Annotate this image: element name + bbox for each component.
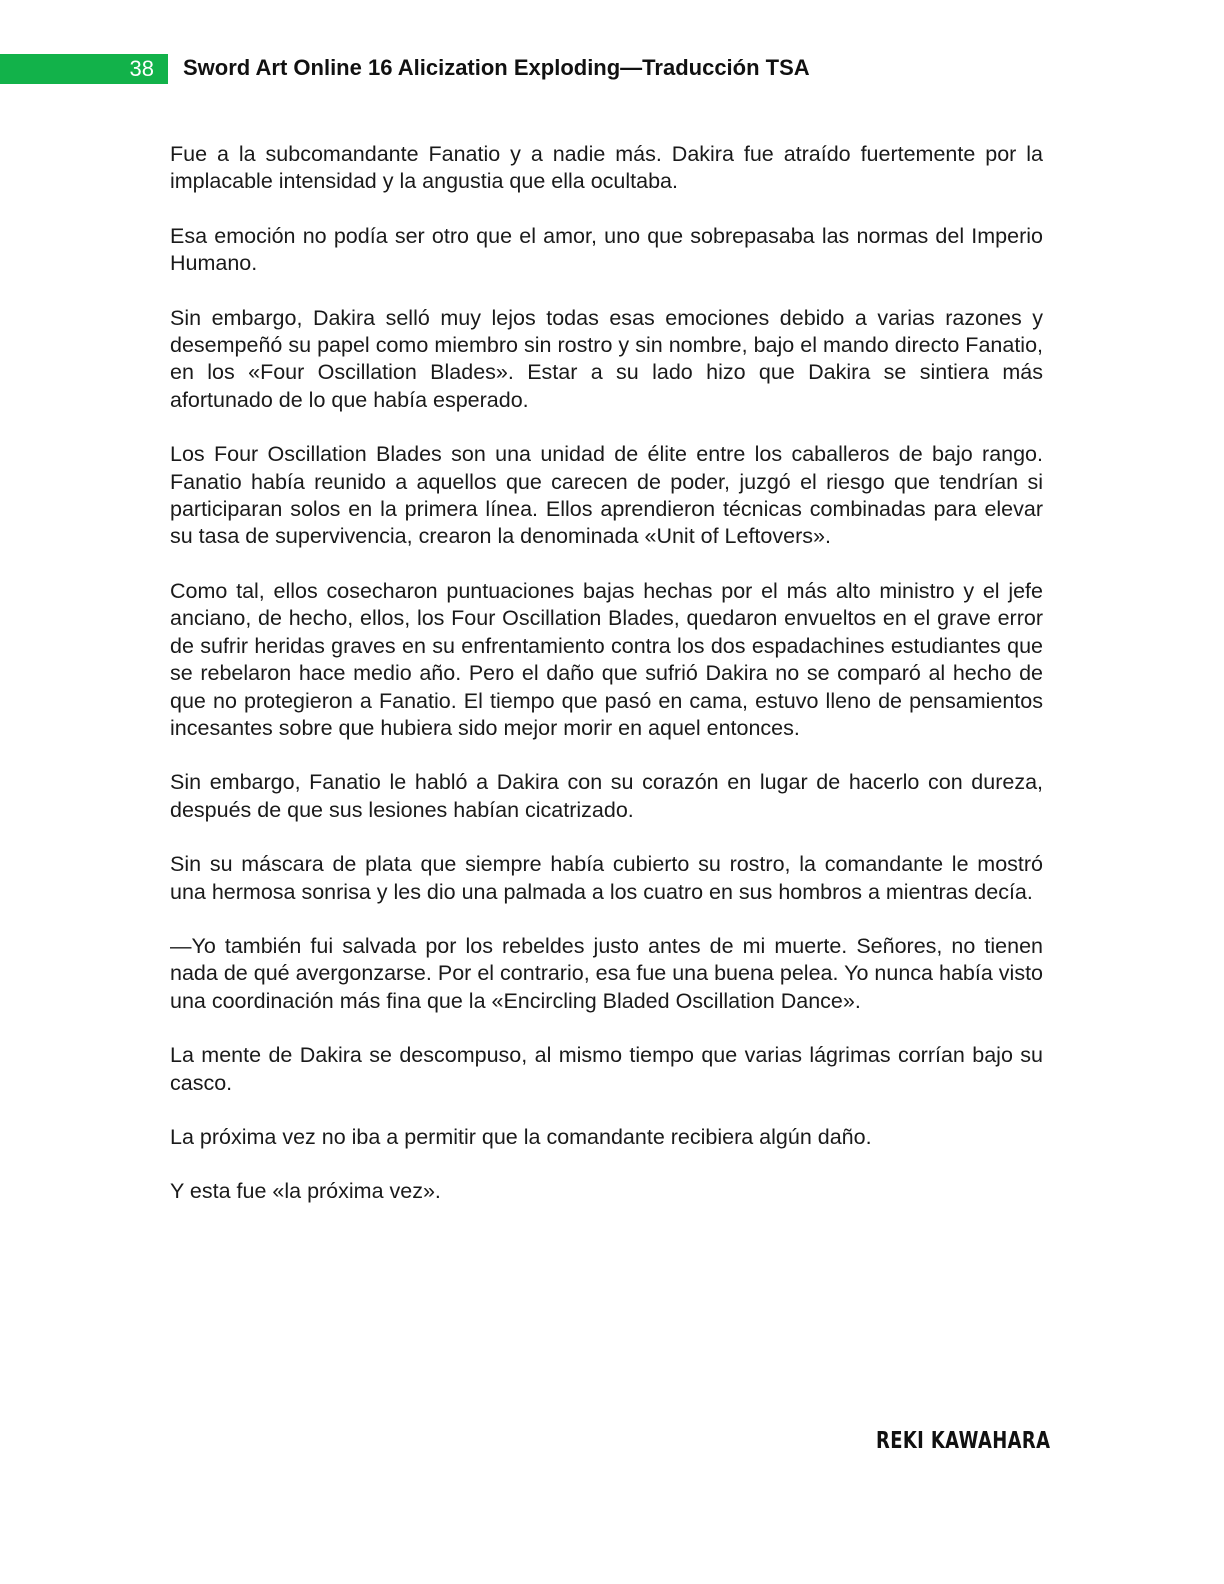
page-body — [170, 141, 1043, 1233]
paragraph: Los Four Oscillation Blades son una unidad de élite entre los caballeros de bajo rango. Fanatio había reunido a aquellos que carecen de poder, juzgó el riesgo que tendrían si participaran solos en la primera línea. Ellos aprendieron técnicas combinadas para elevar su tasa de supervivencia, crearon la denominada «Unit of Leftovers». — [170, 442, 1043, 549]
author-signature: REKI KAWAHARA — [876, 1428, 1051, 1454]
page-number: 38 — [129, 56, 154, 81]
paragraph: Sin embargo, Fanatio le habló a Dakira con su corazón en lugar de hacerlo con dureza, después de que sus lesiones habían cicatrizado. — [170, 770, 1043, 822]
paragraph: Sin embargo, Dakira selló muy lejos todas esas emociones debido a varias razones y desempeñó su papel como miembro sin rostro y sin nombre, bajo el mando directo Fanatio, en los «Four Oscillation Blades». Estar a su lado hizo que Dakira se sintiera más afortunado de lo que había esperado. — [170, 305, 1043, 412]
book-title: Sword Art Online 16 Alicization Exploding—Traducción TSA — [183, 55, 810, 80]
paragraph: Y esta fue «la próxima vez». — [170, 1179, 441, 1204]
paragraph: La próxima vez no iba a permitir que la comandante recibiera algún daño. — [170, 1124, 872, 1149]
paragraph: —Yo también fui salvada por los rebeldes justo antes de mi muerte. Señores, no tienen nada de qué avergonzarse. Por el contrario, esa fue una buena pelea. Yo nunca había visto una coordinación más fina que la «Encircling Bladed Oscillation Dance». — [170, 933, 1043, 1013]
page-number-bar — [0, 54, 168, 84]
paragraph: Sin su máscara de plata que siempre había cubierto su rostro, la comandante le mostró una hermosa sonrisa y les dio una palmada a los cuatro en sus hombros a mientras decía. — [170, 852, 1043, 904]
page-header — [0, 54, 1224, 84]
paragraph: La mente de Dakira se descompuso, al mismo tiempo que varias lágrimas corrían bajo su casco. — [170, 1043, 1043, 1095]
paragraph: Fue a la subcomandante Fanatio y a nadie más. Dakira fue atraído fuertemente por la implacable intensidad y la angustia que ella ocultaba. — [170, 142, 1043, 194]
paragraph: Como tal, ellos cosecharon puntuaciones bajas hechas por el más alto ministro y el jefe anciano, de hecho, ellos, los Four Oscillation Blades, quedaron envueltos en el grave error de sufrir heridas graves en su enfrentamiento contra los dos espadachines estudiantes que se rebelaron hace medio año. Pero el daño que sufrió Dakira no se comparó al hecho de que no protegieron a Fanatio. El tiempo que pasó en cama, estuvo lleno de pensamientos incesantes sobre que hubiera sido mejor morir en aquel entonces. — [170, 578, 1043, 740]
paragraph: Esa emoción no podía ser otro que el amor, uno que sobrepasaba las normas del Imperio Humano. — [170, 223, 1043, 276]
